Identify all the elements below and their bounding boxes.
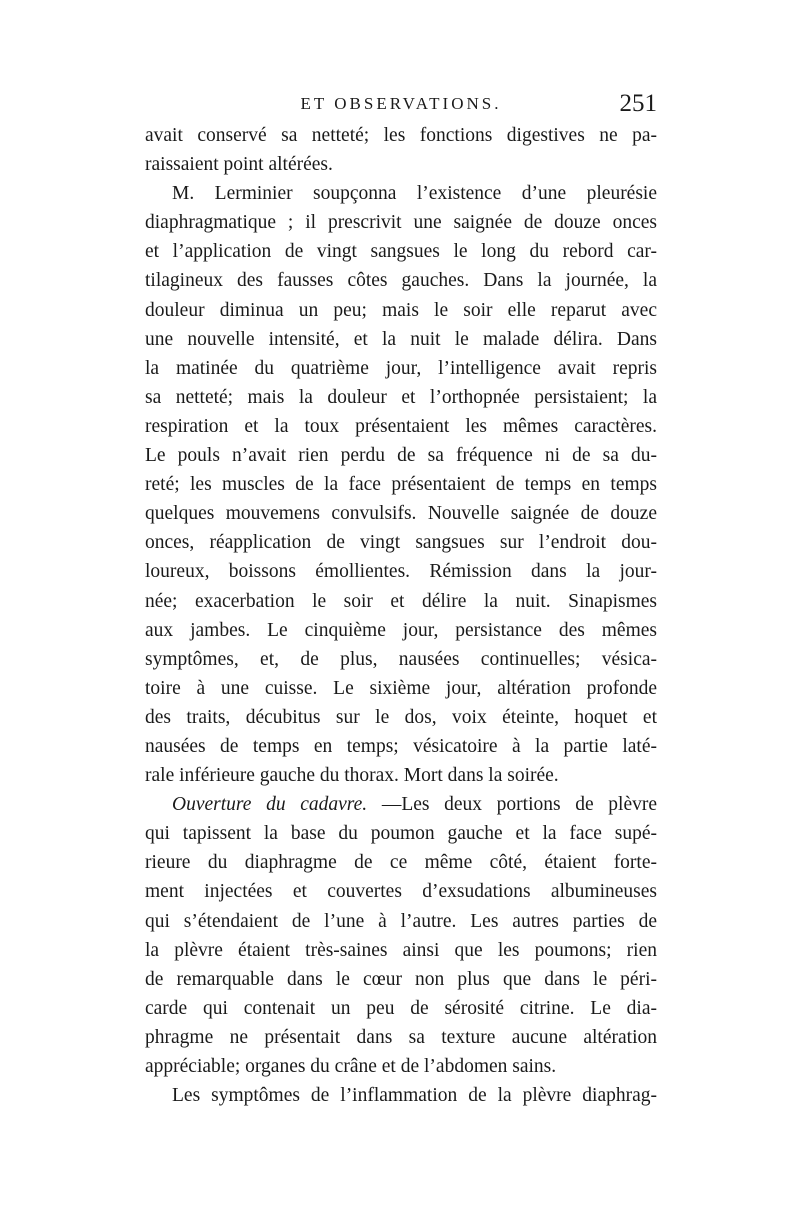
page-header	[145, 90, 657, 124]
text-line: aux jambes. Le cinquième jour, persistance des mêmes	[145, 619, 657, 641]
text-line: appréciable; organes du crâne et de l’abdomen sains.	[145, 1056, 557, 1077]
text-line: rieure du diaphragme de ce même côté, étaient forte-	[145, 852, 657, 874]
text-line: sa netteté; mais la douleur et l’orthopnée persistaient; la	[145, 386, 657, 408]
text-line: loureux, boissons émollientes. Rémission dans la jour-	[145, 561, 657, 583]
text-line: des traits, décubitus sur le dos, voix éteinte, hoquet et	[145, 706, 657, 728]
text-line: M. Lerminier soupçonna l’existence d’une pleurésie	[172, 183, 657, 205]
text-line: ment injectées et couvertes d’exsudations albumineuses	[145, 881, 657, 903]
text-line: toire à une cuisse. Le sixième jour, altération profonde	[145, 677, 657, 699]
text-line: avait conservé sa netteté; les fonctions digestives ne pa-	[145, 125, 657, 146]
autopsy-first-line	[145, 790, 657, 819]
text-line: qui tapissent la base du poumon gauche et la face supé-	[145, 823, 657, 845]
text-line: et l’application de vingt sangsues le long du rebord car-	[145, 241, 657, 263]
text-line: tilagineux des fausses côtes gauches. Dans la journée, la	[145, 270, 657, 292]
text-line: reté; les muscles de la face présentaient de temps en temps	[145, 474, 657, 496]
text-line: née; exacerbation le soir et délire la nuit. Sinapismes	[145, 590, 657, 612]
running-title: ET OBSERVATIONS.	[300, 94, 502, 113]
text-line: quelques mouvemens convulsifs. Nouvelle saignée de douze	[145, 503, 657, 525]
text-line: rale inférieure gauche du thorax. Mort dans la soirée.	[145, 765, 559, 787]
text-line: une nouvelle intensité, et la nuit le malade délira. Dans	[145, 328, 657, 350]
page-number: 251	[619, 90, 657, 117]
text-line: carde qui contenait un peu de sérosité citrine. Le dia-	[145, 997, 657, 1019]
text-line: douleur diminua un peu; mais le soir elle reparut avec	[145, 299, 657, 321]
text-line: respiration et la toux présentaient les mêmes caractères.	[145, 415, 657, 437]
text-line: la matinée du quatrième jour, l’intelligence avait repris	[145, 357, 657, 379]
text-line: Le pouls n’avait rien perdu de sa fréquence ni de sa du-	[145, 445, 657, 467]
text-line: raissaient point altérées.	[145, 154, 333, 176]
body-text	[145, 121, 657, 1110]
text-line: phragme ne présentait dans sa texture aucune altération	[145, 1026, 657, 1048]
autopsy-heading: Ouverture du cadavre.	[172, 794, 368, 816]
text-line: nausées de temps en temps; vésicatoire à la partie laté-	[145, 735, 657, 757]
text-line: onces, réapplication de vingt sangsues sur l’endroit dou-	[145, 532, 657, 554]
final-line: Les symptômes de l’inflammation de la plèvre diaphrag-	[172, 1085, 657, 1107]
autopsy-first-line-rest: —Les deux portions de plèvre	[367, 794, 658, 816]
text-line: diaphragmatique ; il prescrivit une saignée de douze onces	[145, 212, 657, 234]
text-line: qui s’étendaient de l’une à l’autre. Les autres parties de	[145, 910, 657, 932]
text-line: de remarquable dans le cœur non plus que dans le péri-	[145, 968, 657, 990]
text-line: symptômes, et, de plus, nausées continuelles; vésica-	[145, 648, 657, 670]
text-line: la plèvre étaient très-saines ainsi que les poumons; rien	[145, 939, 657, 961]
